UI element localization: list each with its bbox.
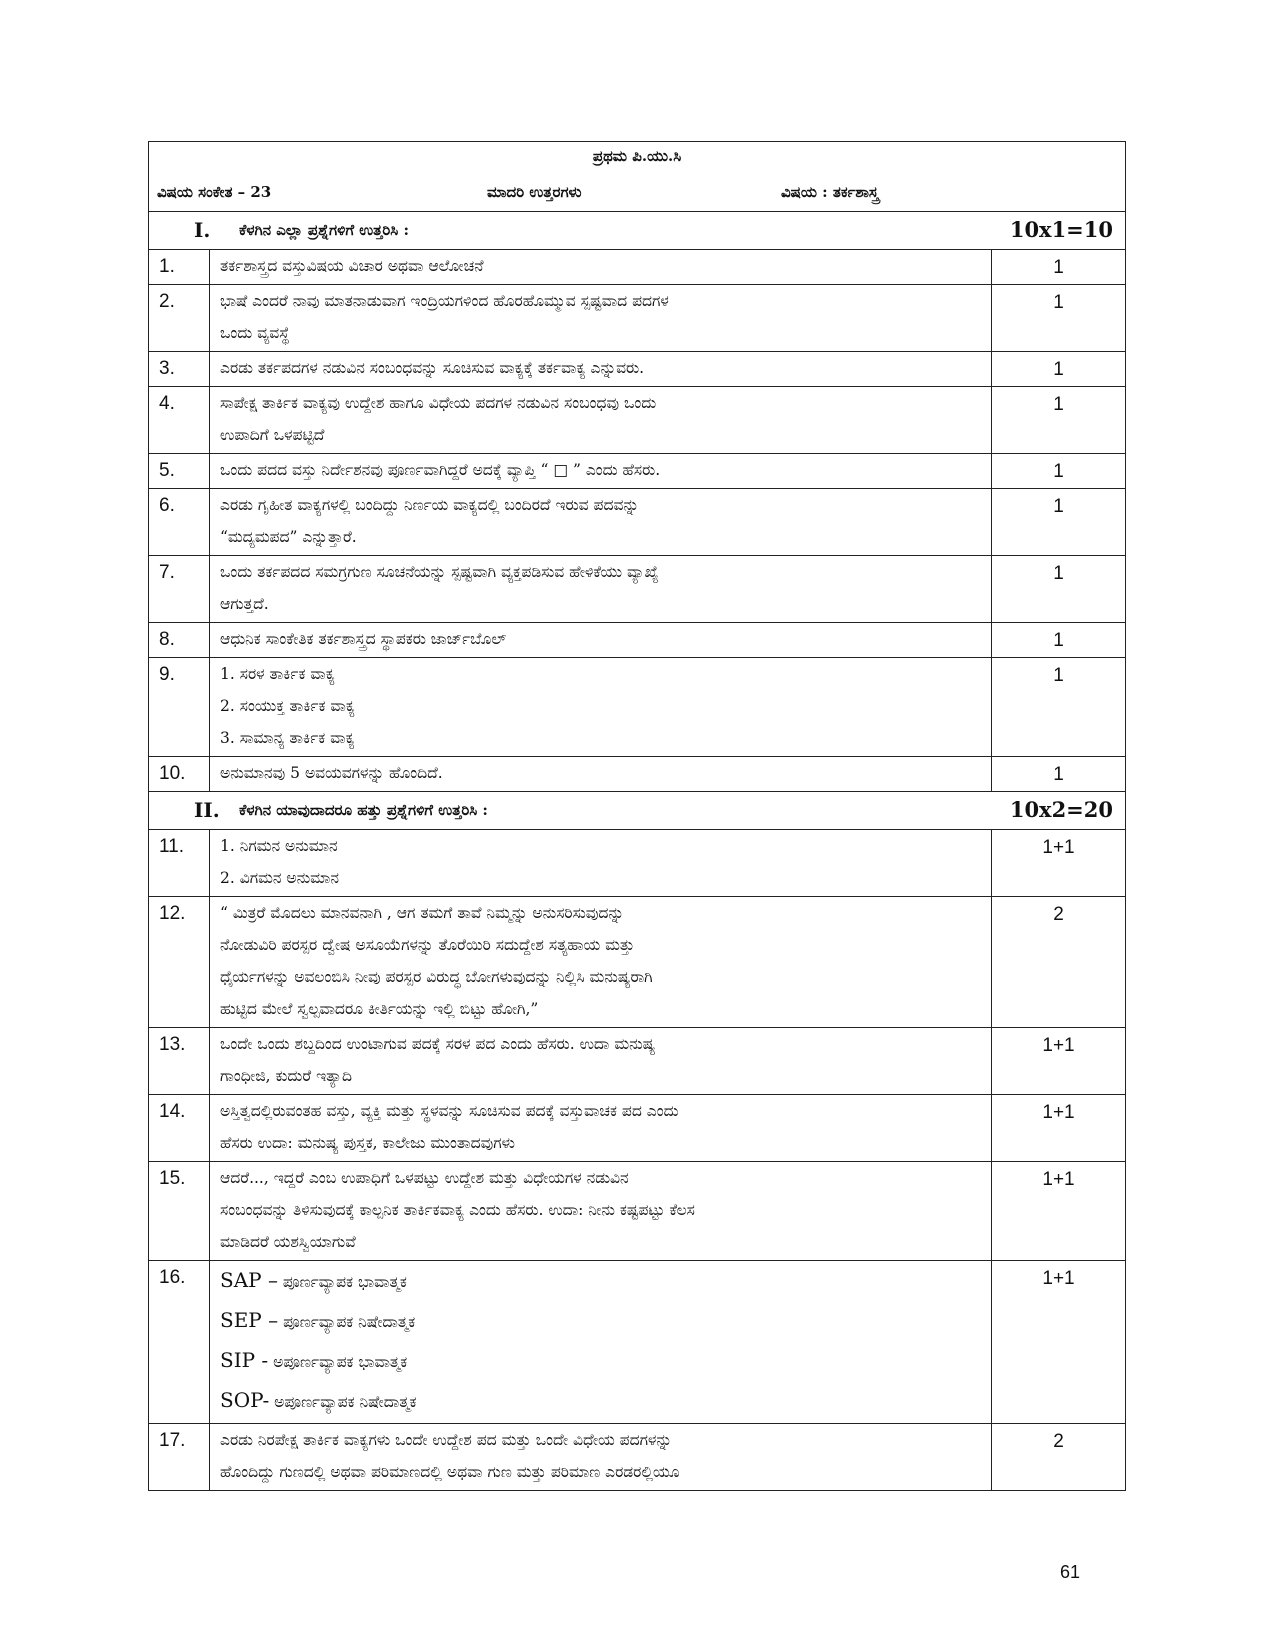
answer-line: 3. ಸಾಮಾನ್ಯ ತಾರ್ಕಿಕ ವಾಕ್ಯ: [220, 729, 355, 747]
question-marks: 1+1: [992, 1261, 1126, 1424]
question-marks: 1: [992, 489, 1126, 556]
header-info-row: [149, 175, 1126, 212]
section-header-row: [149, 792, 1126, 830]
question-marks: 1+1: [992, 1028, 1126, 1095]
section-marks: 10x2=20: [1009, 797, 1114, 822]
question-row: [149, 897, 1126, 1028]
answer-line: ಉಪಾದಿಗೆ ಒಳಪಟ್ಟಿದೆ: [220, 426, 325, 444]
section-marks: 10x1=10: [1009, 217, 1114, 242]
question-row: [149, 830, 1126, 897]
question-number: 6.: [149, 489, 210, 556]
answer-text: [210, 250, 992, 285]
question-number: 10.: [149, 757, 210, 792]
answer-text: [210, 1424, 992, 1491]
answer-line: ಆದರೆ..., ಇದ್ದರೆ ಎಂಬ ಉಪಾಧಿಗೆ ಒಳಪಟ್ಟು ಉದ್ದೇಶ ಮತ್ತು ವಿಧೇಯಗಳ ನಡುವಿನ: [220, 1169, 629, 1187]
answer-table: [148, 141, 1126, 1491]
answer-text: [210, 623, 992, 658]
answer-line: 2. ವಿಗಮನ ಅನುಮಾನ: [220, 869, 339, 887]
question-number: 16.: [149, 1261, 210, 1424]
question-row: [149, 387, 1126, 454]
doc-title: ಪ್ರಥಮ ಪಿ.ಯು.ಸಿ: [149, 142, 1126, 176]
answer-line: ಭಾಷೆ ಎಂದರೆ ನಾವು ಮಾತನಾಡುವಾಗ ಇಂದ್ರಿಯಗಳಿಂದ ಹೊರಹೊಮ್ಮುವ ಸ್ಪಷ್ಟವಾದ ಪದಗಳ: [220, 292, 669, 310]
answer-line: ನೋಡುವಿರಿ ಪರಸ್ಪರ ದ್ವೇಷ ಅಸೂಯೆಗಳನ್ನು ತೊರೆಯಿರಿ ಸದುದ್ದೇಶ ಸತ್ಯಹಾಯ ಮತ್ತು: [220, 936, 635, 954]
answer-text: [210, 757, 992, 792]
question-marks: 1+1: [992, 1095, 1126, 1162]
answer-line: ಹೆಸರು ಉದಾ: ಮನುಷ್ಯ ಪುಸ್ತಕ, ಕಾಲೇಜು ಮುಂತಾದವುಗಳು: [220, 1134, 515, 1152]
doc-type: ಮಾದರಿ ಉತ್ತರಗಳು: [487, 183, 582, 201]
question-marks: 1: [992, 352, 1126, 387]
question-marks: 2: [992, 897, 1126, 1028]
answer-text: [210, 1162, 992, 1261]
answer-text: [210, 897, 992, 1028]
answer-line: ಸಂಬಂಧವನ್ನು ತಿಳಿಸುವುದಕ್ಕೆ ಕಾಲ್ಪನಿಕ ತಾರ್ಕಿಕವಾಕ್ಯ ಎಂದು ಹೆಸರು. ಉದಾ: ನೀನು ಕಷ್ಟಪಟ್ಟು ಕೆಲಸ: [220, 1201, 695, 1219]
question-marks: 1: [992, 285, 1126, 352]
proposition-item: [220, 1301, 983, 1341]
question-number: 3.: [149, 352, 210, 387]
answer-line: ಗಾಂಧೀಜಿ, ಕುದುರೆ ಇತ್ಯಾದಿ: [220, 1067, 352, 1085]
proposition-code: SIP -: [220, 1348, 269, 1372]
question-number: 2.: [149, 285, 210, 352]
section-title: ಕೆಳಗಿನ ಯಾವುದಾದರೂ ಹತ್ತು ಪ್ರಶ್ನೆಗಳಿಗೆ ಉತ್ತರಿಸಿ :: [239, 801, 488, 819]
answer-text: [210, 387, 992, 454]
question-row: [149, 1424, 1126, 1491]
question-row: [149, 285, 1126, 352]
answer-line: ಆಧುನಿಕ ಸಾಂಕೇತಿಕ ತರ್ಕಶಾಸ್ತ್ರದ ಸ್ಥಾಪಕರು ಜಾರ್ಜ್‌ಬೊಲ್: [220, 630, 507, 648]
header-row: [149, 142, 1126, 176]
question-number: 9.: [149, 658, 210, 757]
question-row: [149, 454, 1126, 489]
question-row: [149, 1162, 1126, 1261]
question-row: [149, 658, 1126, 757]
question-number: 11.: [149, 830, 210, 897]
answer-line: ಅನುಮಾನವು 5 ಅವಯವಗಳನ್ನು ಹೊಂದಿದೆ.: [220, 764, 443, 782]
question-row: [149, 489, 1126, 556]
question-number: 14.: [149, 1095, 210, 1162]
question-row: [149, 250, 1126, 285]
answer-line: ಹುಟ್ಟಿದ ಮೇಲೆ ಸ್ವಲ್ಪವಾದರೂ ಕೀರ್ತಿಯನ್ನು ಇಲ್ಲಿ ಬಿಟ್ಟು ಹೋಗಿ,”: [220, 1000, 539, 1018]
question-number: 15.: [149, 1162, 210, 1261]
answer-sheet: [148, 141, 1125, 1491]
section-number: II.: [194, 798, 220, 822]
proposition-text: ಪೂರ್ಣವ್ಯಾಪಕ ಭಾವಾತ್ಮಕ: [282, 1273, 407, 1291]
question-marks: 1+1: [992, 830, 1126, 897]
question-row: [149, 623, 1126, 658]
answer-line: 1. ಸರಳ ತಾರ್ಕಿಕ ವಾಕ್ಯ: [220, 665, 335, 683]
answer-text: [210, 1095, 992, 1162]
question-marks: 1: [992, 658, 1126, 757]
question-number: 1.: [149, 250, 210, 285]
question-marks: 1+1: [992, 1162, 1126, 1261]
answer-line: ಸಾಪೇಕ್ಷ ತಾರ್ಕಿಕ ವಾಕ್ಯವು ಉದ್ದೇಶ ಹಾಗೂ ವಿಧೇಯ ಪದಗಳ ನಡುವಿನ ಸಂಬಂಧವು ಒಂದು: [220, 394, 657, 412]
answer-line: ಎರಡು ಗೃಹೀತ ವಾಕ್ಯಗಳಲ್ಲಿ ಬಂದಿದ್ದು ನಿರ್ಣಯ ವಾಕ್ಯದಲ್ಲಿ ಬಂದಿರದೆ ಇರುವ ಪದವನ್ನು: [220, 496, 640, 514]
answer-text: [210, 658, 992, 757]
answer-text: [210, 1028, 992, 1095]
answer-text: [210, 489, 992, 556]
question-number: 5.: [149, 454, 210, 489]
answer-line: ಎರಡು ನಿರಪೇಕ್ಷ ತಾರ್ಕಿಕ ವಾಕ್ಯಗಳು ಒಂದೇ ಉದ್ದೇಶ ಪದ ಮತ್ತು ಒಂದೇ ವಿಧೇಯ ಪದಗಳನ್ನು: [220, 1431, 673, 1449]
answer-line: ಒಂದು ತರ್ಕಪದದ ಸಮಗ್ರಗುಣ ಸೂಚನೆಯನ್ನು ಸ್ಪಷ್ಟವಾಗಿ ವ್ಯಕ್ತಪಡಿಸುವ ಹೇಳಿಕೆಯು ವ್ಯಾಖ್ಯೆ: [220, 563, 659, 581]
question-number: 7.: [149, 556, 210, 623]
proposition-item: [220, 1261, 983, 1301]
question-marks: 1: [992, 454, 1126, 489]
question-row: [149, 1261, 1126, 1424]
proposition-code: SEP –: [220, 1308, 279, 1332]
question-number: 13.: [149, 1028, 210, 1095]
answer-line: 2. ಸಂಯುಕ್ತ ತಾರ್ಕಿಕ ವಾಕ್ಯ: [220, 697, 355, 715]
answer-text: [210, 830, 992, 897]
question-number: 12.: [149, 897, 210, 1028]
answer-text: [210, 285, 992, 352]
answer-line: “ಮದ್ಯಮಪದ” ಎನ್ನುತ್ತಾರೆ.: [220, 528, 357, 546]
proposition-text: ಅಪೂರ್ಣವ್ಯಾಪಕ ನಿಷೇದಾತ್ಮಕ: [274, 1393, 417, 1411]
question-marks: 2: [992, 1424, 1126, 1491]
answer-text: [210, 556, 992, 623]
page-number: 61: [1060, 1562, 1081, 1582]
proposition-code: SAP –: [220, 1268, 278, 1292]
question-marks: 1: [992, 387, 1126, 454]
question-row: [149, 352, 1126, 387]
answer-line: “ ಮಿತ್ರರೆ ಮೊದಲು ಮಾನವನಾಗಿ , ಆಗ ತಮಗೆ ತಾವೆ ನಿಮ್ಮನ್ನು ಅನುಸರಿಸುವುದನ್ನು: [220, 904, 625, 922]
proposition-item: [220, 1341, 983, 1381]
question-marks: 1: [992, 623, 1126, 658]
question-marks: 1: [992, 250, 1126, 285]
question-number: 17.: [149, 1424, 210, 1491]
question-number: 4.: [149, 387, 210, 454]
question-marks: 1: [992, 556, 1126, 623]
proposition-text: ಪೂರ್ಣವ್ಯಾಪಕ ನಿಷೇದಾತ್ಮಕ: [283, 1313, 416, 1331]
question-row: [149, 556, 1126, 623]
answer-line: ತರ್ಕಶಾಸ್ತ್ರದ ವಸ್ತುವಿಷಯ ವಿಚಾರ ಅಥವಾ ಆಲೋಚನೆ: [220, 257, 484, 275]
proposition-code: SOP-: [220, 1388, 270, 1412]
answer-line: ಒಂದು ವ್ಯವಸ್ಥೆ: [220, 324, 290, 342]
question-row: [149, 1095, 1126, 1162]
subject-code: ವಿಷಯ ಸಂಕೇತ – 23: [157, 183, 272, 201]
section-header-row: [149, 212, 1126, 250]
subject-name: ವಿಷಯ : ತರ್ಕಶಾಸ್ತ್ರ: [781, 183, 879, 201]
proposition-text: ಅಪೂರ್ಣವ್ಯಾಪಕ ಭಾವಾತ್ಮಕ: [273, 1353, 408, 1371]
section-title: ಕೆಳಗಿನ ಎಲ್ಲಾ ಪ್ರಶ್ನೆಗಳಿಗೆ ಉತ್ತರಿಸಿ :: [239, 221, 410, 239]
question-marks: 1: [992, 757, 1126, 792]
answer-line: ಧೈರ್ಯಗಳನ್ನು ಅವಲಂಬಿಸಿ ನೀವು ಪರಸ್ಪರ ವಿರುದ್ಧ ಬೋಗಳುವುದನ್ನು ನಿಲ್ಲಿಸಿ ಮನುಷ್ಯರಾಗಿ: [220, 968, 653, 986]
answer-line: ಎರಡು ತರ್ಕಪದಗಳ ನಡುವಿನ ಸಂಬಂಧವನ್ನು ಸೂಚಿಸುವ ವಾಕ್ಯಕ್ಕೆ ತರ್ಕವಾಕ್ಯ ಎನ್ನುವರು.: [220, 359, 645, 377]
answer-line: ಅಸ್ತಿತ್ವದಲ್ಲಿರುವಂತಹ ವಸ್ತು, ವ್ಯಕ್ತಿ ಮತ್ತು ಸ್ಥಳವನ್ನು ಸೂಚಿಸುವ ಪದಕ್ಕೆ ವಸ್ತುವಾಚಕ ಪದ ಎಂದು: [220, 1102, 679, 1120]
answer-line: ಒಂದೇ ಒಂದು ಶಬ್ದದಿಂದ ಉಂಟಾಗುವ ಪದಕ್ಕೆ ಸರಳ ಪದ ಎಂದು ಹೆಸರು. ಉದಾ ಮನುಷ್ಯ: [220, 1035, 656, 1053]
question-row: [149, 757, 1126, 792]
answer-line: ಆಗುತ್ತದೆ.: [220, 595, 269, 613]
answer-line: ಹೊಂದಿದ್ದು ಗುಣದಲ್ಲಿ ಅಥವಾ ಪರಿಮಾಣದಲ್ಲಿ ಅಥವಾ ಗುಣ ಮತ್ತು ಪರಿಮಾಣ ಎರಡರಲ್ಲಿಯೂ: [220, 1463, 680, 1481]
answer-text: [210, 352, 992, 387]
proposition-item: [220, 1381, 983, 1421]
section-number: I.: [194, 218, 211, 242]
answer-text: [210, 454, 992, 489]
answer-line: ಮಾಡಿದರೆ ಯಶಸ್ವಿಯಾಗುವೆ: [220, 1233, 356, 1251]
answer-line: ಒಂದು ಪದದ ವಸ್ತು ನಿರ್ದೇಶನವು ಪೂರ್ಣವಾಗಿದ್ದರೆ ಅದಕ್ಕೆ ವ್ಯಾಪ್ತಿ “ □ ” ಎಂದು ಹೆಸರು.: [220, 461, 661, 479]
question-number: 8.: [149, 623, 210, 658]
answer-line: 1. ನಿಗಮನ ಅನುಮಾನ: [220, 837, 338, 855]
answer-text: [210, 1261, 992, 1424]
question-row: [149, 1028, 1126, 1095]
